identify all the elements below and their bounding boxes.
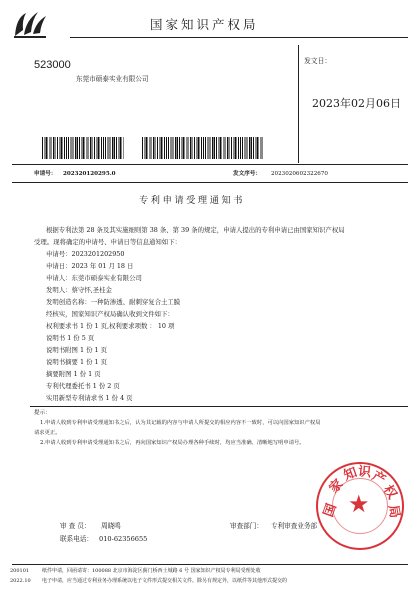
stamp-star-icon: ★ [348, 490, 370, 518]
stamp-char: 知 [341, 465, 360, 484]
numbers-rule-top [12, 164, 408, 165]
notes-rule [30, 406, 408, 407]
header-divider [298, 45, 299, 163]
footer-rule [12, 564, 408, 565]
document-power-of-attorney: 专利代理委托书 1 份 2 页 [46, 382, 120, 390]
document-abstract: 说明书摘要 1 份 1 页 [46, 358, 107, 366]
document-utility-model-request: 实用新型专利请求书 1 份 4 页 [46, 394, 133, 402]
numbers-rule-bottom [12, 182, 408, 183]
footer-line-1: 纸件申请，回函请寄：100088 北京市海淀区蓟门桥西土城路 6 号 国家知识产权局专利局受理处收 [42, 568, 261, 574]
footer-code-2: 2022.10 [10, 578, 31, 584]
intro-line-2: 受理。现将确定的申请号、申请日等信息通知如下： [34, 238, 181, 246]
header-title: 国家知识产权局 [150, 17, 259, 32]
department-label: 审查部门： [230, 522, 263, 530]
document-drawings: 说明书附图 1 份 1 页 [46, 346, 107, 354]
stamp-char: 局 [384, 503, 403, 520]
field-inventor: 发明人：蔡守怀,圣桂金 [46, 286, 112, 294]
application-number: 202320120295.0 [63, 171, 116, 177]
examiner-label: 审 查 员： [60, 522, 91, 530]
issue-date-value: 2023年02月06日 [312, 97, 401, 110]
phone-label: 联系电话： [60, 535, 93, 543]
postcode: 523000 [34, 59, 71, 71]
phone-number: 010-62356655 [99, 535, 148, 543]
field-verification: 经核实，国家知识产权局确认收到文件如下： [46, 310, 174, 318]
application-label: 申请号： [34, 171, 57, 177]
notes-heading: 提示： [34, 410, 51, 416]
stamp-char: 识 [357, 464, 372, 481]
document-description: 说明书 1 份 5 页 [46, 334, 95, 342]
note-2: 2.申请人收到专利申请受理通知书之后，再向国家知识产权局办理各种手续时，均应当准确、清晰地写明申请号。 [40, 440, 305, 446]
stamp-char: 国 [321, 501, 340, 520]
issue-date-label: 发文日： [304, 57, 332, 65]
document-claims: 权利要求书 1 份 1 页,权利要求项数 ： 10 项 [46, 322, 175, 330]
cnipa-logo-icon [12, 8, 48, 40]
field-filing-date: 申请日：2023 年 01 月 18 日 [46, 262, 134, 270]
department-name: 专利审查业务部 [271, 522, 318, 530]
document-abstract-drawing: 摘要附图 1 份 1 页 [46, 370, 101, 378]
barcode-left [42, 137, 124, 159]
recipient: 东莞市硕泰实业有限公司 [76, 75, 149, 83]
field-application-no: 申请号：2023201202950 [46, 250, 125, 258]
field-invention-title: 发明创造名称：一种防渗透、耐刺穿复合土工膜 [46, 298, 181, 306]
serial-label: 发文序号： [233, 171, 261, 177]
cnipa-logo [12, 8, 48, 40]
footer-code-1: 200101 [10, 568, 30, 574]
note-1-line-1: 1.申请人收到专利申请受理通知书之后，认为其记载的内容与申请人所提交的相应内容不一致时，可以向国家知识产权局 [40, 420, 321, 426]
examiner-name: 周晓鸣 [101, 522, 121, 530]
stamp-char: 权 [379, 482, 400, 503]
serial-number: 2023020602322670 [271, 171, 328, 177]
header-rule [70, 37, 408, 38]
barcode-right [142, 137, 264, 159]
intro-line-1: 根据专利法第 28 条及其实施细则第 38 条、第 39 条的规定，申请人提出的专利申请已由国家知识产权局 [46, 226, 345, 234]
official-stamp [316, 462, 404, 550]
footer-line-2: 电子申请，应当通过专利业务办理系统以电子文件形式提交相关文件。除另有规定外，以纸件等其他形式提交的 [42, 578, 288, 584]
field-applicant: 申请人：东莞市硕泰实业有限公司 [46, 274, 142, 282]
notice-title: 专利申请受理通知书 [139, 195, 246, 206]
note-1-line-2: 请求更正。 [34, 430, 61, 436]
stamp-char: 家 [326, 476, 347, 497]
stamp-char: 产 [369, 468, 388, 489]
